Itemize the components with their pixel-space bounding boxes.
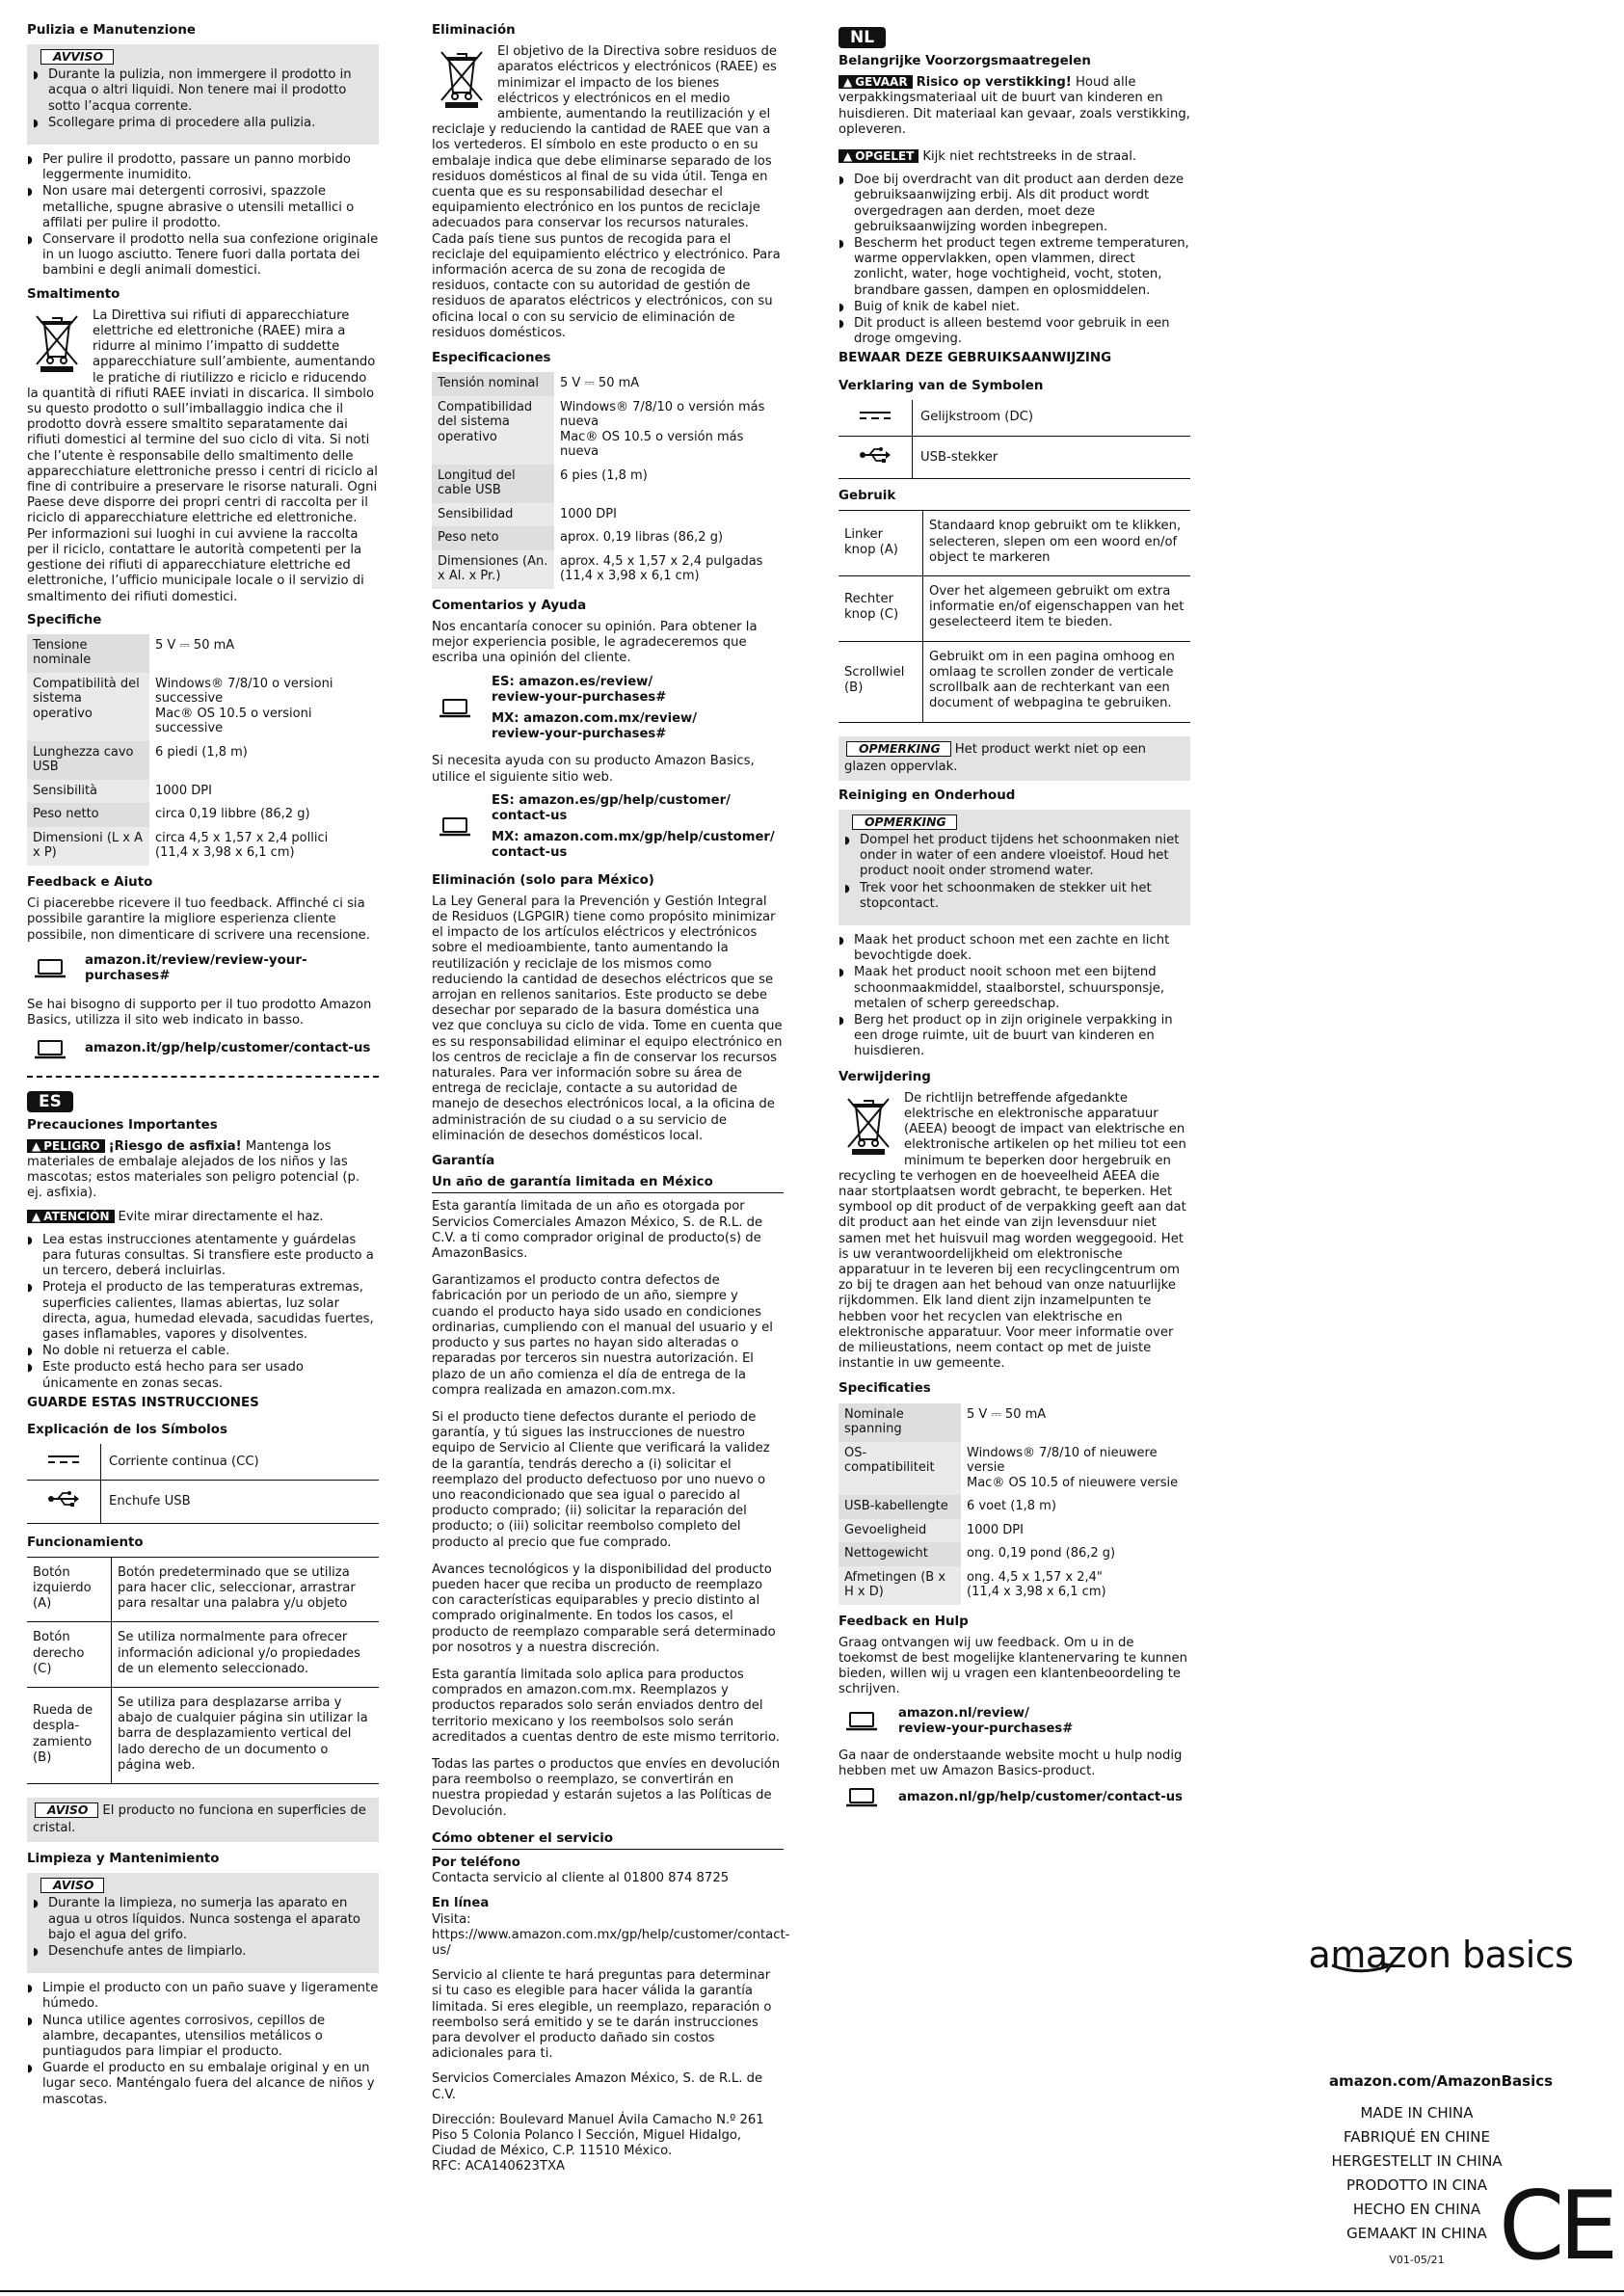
- spec-key: Dimensioni (L x A x P): [27, 827, 149, 866]
- table-row: [27, 827, 379, 866]
- paragraph: Si necesita ayuda con su producto Amazon Basics, utilice el siguiente sitio web.: [432, 754, 755, 785]
- nl-precautions-heading: Belangrijke Voorzorgsmaatregelen: [839, 54, 1091, 68]
- help-link[interactable]: [844, 1787, 1190, 1808]
- smile-arrow-icon: [1330, 1962, 1398, 1976]
- nl-disposal-heading: Verwijdering: [839, 1069, 931, 1084]
- spec-key: Lunghezza cavo USB: [27, 741, 149, 780]
- es-disposal-heading: Eliminación: [432, 23, 516, 38]
- spec-value: 1000 DPI: [155, 783, 212, 798]
- notice-label: OPMERKING: [846, 741, 951, 757]
- nl-specs-heading: Specificaties: [839, 1381, 931, 1397]
- table-row: [27, 1481, 379, 1523]
- function-value: Se utiliza para desplazarse arriba y abajo de cualquier página sin utilizar la barra de desplazamiento vertical del lado derecho de un documento o página web.: [112, 1688, 380, 1784]
- brand-url[interactable]: amazon.com/AmazonBasics: [1328, 2072, 1554, 2090]
- symbols-table: [839, 400, 1190, 479]
- nl-cleaning-heading: Reiniging en Onderhoud: [839, 788, 1016, 803]
- function-value: Botón predeterminado que se utiliza para hacer clic, seleccionar, arrastrar para resaltar una palabra y/u objeto: [112, 1557, 380, 1622]
- made-in-line: FABRIQUÉ EN CHINE: [1343, 2128, 1491, 2146]
- spec-value: circa 4,5 x 1,57 x 2,4 pollici (11,4 x 3,98 x 6,1 cm): [155, 830, 329, 861]
- column-2: [432, 19, 790, 2183]
- brand-logo: [1282, 1934, 1600, 1976]
- paragraph: Esta garantía limitada de un año es otorgada por Servicios Comerciales Amazon México, S. de R.L. de C.V. a ti como comprador original de producto(s) de AmazonBasics.: [432, 1199, 763, 1262]
- company-address: Dirección: Boulevard Manuel Ávila Camacho N.º 261 Piso 5 Colonia Polanco I Sección, Miguel Hidalgo, Ciudad de México, C.P. 11510 México. RFC: ACA140623TXA: [432, 2112, 764, 2175]
- phone-label: Por teléfono: [432, 1855, 520, 1870]
- warranty-subheading: Un año de garantía limitada en México: [432, 1175, 784, 1193]
- list-item: ◗ Per pulire il prodotto, passare un panno morbido leggermente inumidito.: [27, 152, 379, 183]
- spec-value: 1000 DPI: [967, 1522, 1024, 1537]
- es-specs-heading: Especificaciones: [432, 351, 551, 366]
- paragraph: Nos encantaría conocer su opinión. Para obtener la mejor experiencia posible, le agradeceremos que escriba una opinión del cliente.: [432, 619, 758, 666]
- paragraph: Se hai bisogno di supporto per il tuo prodotto Amazon Basics, utilizza il sito web indicato in basso.: [27, 998, 372, 1028]
- spec-value: ong. 4,5 x 1,57 x 2,4" (11,4 x 3,98 x 6,1 cm): [967, 1569, 1106, 1600]
- symbol-desc: Gelijkstroom (DC): [913, 400, 1191, 437]
- function-value: Over het algemeen gebruikt om extra informatie en/of eigenschappen van het geselecteerd item te bieden.: [923, 576, 1191, 642]
- dc-symbol-icon: [839, 400, 913, 437]
- es-cleaning-notice: [27, 1873, 379, 1973]
- it-cleaning-heading: Pulizia e Manutenzione: [27, 23, 196, 38]
- function-key: Linker knop (A): [839, 511, 923, 576]
- function-table: [839, 510, 1190, 722]
- list-item: ◗ Lea estas instrucciones atentamente y guárdelas para futuras consultas. Si transfiere este producto a un tercero, deberá incluirlas.: [27, 1233, 379, 1280]
- spec-value: aprox. 4,5 x 1,57 x 2,4 pulgadas (11,4 x 3,98 x 6,1 cm): [560, 553, 763, 584]
- weee-bin-icon: [434, 46, 490, 110]
- list-item: ◗ Non usare mai detergenti corrosivi, spazzole metalliche, spugne abrasive o utensili metallici o affilati per pulire il prodotto.: [27, 184, 379, 231]
- warranty-body: [432, 1199, 784, 1819]
- bottom-rule: [0, 2290, 1624, 2292]
- laptop-icon: [844, 1711, 879, 1732]
- notice-text: El producto no funciona en superficies de cristal.: [33, 1803, 366, 1836]
- spec-key: Peso neto: [432, 526, 554, 550]
- table-row: [839, 437, 1190, 479]
- spec-key: Afmetingen (B x H x D): [839, 1566, 961, 1605]
- table-row: [432, 396, 784, 465]
- notice-item: ◗ Durante la pulizia, non immergere il prodotto in acqua o altri liquidi. Non tenere mai il prodotto sotto l’acqua corrente.: [33, 67, 373, 115]
- caution-warning: [839, 149, 1190, 165]
- it-specs-heading: Specifiche: [27, 612, 102, 627]
- table-row: [27, 1444, 379, 1481]
- paragraph: Si el producto tiene defectos durante el periodo de garantía, y tú sigues las instrucciones de nuestro equipo de Servicio al Cliente que verificará la validez de la garantía, tendrás derecho a (i) solicitar el reemplazo del producto defectuoso por uno nuevo o uno reacondicionado que sea igual o parecido al producto comprado; (ii) solicitar la reparación del producto; o (iii) solicitar reembolso completo del producto al precio que fue comprado.: [432, 1409, 770, 1550]
- spec-key: Longitud del cable USB: [432, 465, 554, 503]
- usb-symbol-icon: [27, 1481, 101, 1523]
- notice-label: AVISO: [35, 1802, 98, 1818]
- nl-feedback-heading: Feedback en Hulp: [839, 1614, 969, 1629]
- keep-instructions: GUARDE ESTAS INSTRUCCIONES: [27, 1395, 259, 1410]
- spec-key: Compatibilità del sistema operativo: [27, 673, 149, 741]
- table-row: [839, 641, 1190, 722]
- laptop-icon: [438, 816, 472, 838]
- nl-symbols-heading: Verklaring van de Symbolen: [839, 378, 1044, 393]
- spec-value: ong. 0,19 pond (86,2 g): [967, 1546, 1116, 1562]
- warning-triangle-icon: ▲: [32, 1209, 41, 1223]
- danger-title: Risico op verstikking!: [916, 75, 1072, 91]
- table-row: [432, 372, 784, 396]
- spec-value: 5 V ⎓ 50 mA: [967, 1406, 1047, 1422]
- phone-text: Contacta servicio al cliente al 01800 874 8725: [432, 1871, 730, 1886]
- table-row: [27, 634, 379, 673]
- spec-key: Nominale spanning: [839, 1403, 961, 1442]
- es-function-notice: [27, 1798, 379, 1842]
- danger-label: [839, 75, 913, 89]
- spec-key: Sensibilità: [27, 780, 149, 804]
- caution-label: [839, 149, 918, 163]
- notice-item: ◗ Dompel het product tijdens het schoonmaken niet onder in water of een andere vloeistof. Houd het product nooit onder stromend water.: [844, 833, 1185, 880]
- language-badge-nl: NL: [839, 27, 886, 48]
- section-divider: [27, 1076, 379, 1078]
- spec-key: Nettogewicht: [839, 1542, 961, 1566]
- spec-value: 5 V ⎓ 50 mA: [155, 637, 235, 653]
- danger-warning: [27, 1139, 379, 1202]
- nl-function-notice: [839, 736, 1190, 781]
- service-heading: Cómo obtener el servicio: [432, 1831, 784, 1850]
- spec-key: Tensione nominale: [27, 634, 149, 673]
- made-in-line: GEMAAKT IN CHINA: [1346, 2225, 1487, 2242]
- table-row: [27, 1688, 379, 1784]
- spec-key: Compatibilidad del sistema operativo: [432, 396, 554, 465]
- notice-item: ◗ Scollegare prima di procedere alla pulizia.: [33, 116, 373, 131]
- list-item: ◗ Bescherm het product tegen extreme temperaturen, warme oppervlakken, open vlammen, direct zonlicht, water, hoge vochtigheid, vocht, stoten, brandbare gassen, dampen en oplosmiddelen.: [839, 236, 1190, 299]
- function-key: Rueda de despla-zamiento (B): [27, 1688, 112, 1784]
- spec-value: 5 V ⎓ 50 mA: [560, 376, 640, 391]
- review-links[interactable]: [438, 675, 784, 743]
- ce-mark: CE: [1499, 2172, 1613, 2282]
- list-item: ◗ Proteja el producto de las temperaturas extremas, superficies calientes, llamas abiertas, luz solar directa, agua, humedad elevada, sacudidas fuertes, gases inflamables, vapores y disolventes.: [27, 1280, 379, 1343]
- made-in-line: HECHO EN CHINA: [1352, 2201, 1481, 2218]
- spec-key: Peso netto: [27, 803, 149, 827]
- list-item: ◗ Doe bij overdracht van dit product aan derden deze gebruiksaanwijzing erbij. Als dit product wordt overgedragen aan derden, moet deze gebruiksaanwijzing worden inbegrepen.: [839, 173, 1190, 235]
- online-text: Visita: https://www.amazon.com.mx/gp/help/customer/contact-us/: [432, 1911, 790, 1958]
- paragraph: Esta garantía limitada solo aplica para productos comprados en amazon.com.mx. Reemplazos y productos reparados solo serán enviados dentro del territorio mexicano y los reembolsos solo serán acreditados a cuentas dentro de este mismo territorio.: [432, 1667, 780, 1745]
- list-item: ◗ Buig of knik de kabel niet.: [839, 300, 1190, 315]
- spec-value: Windows® 7/8/10 of nieuwere versie Mac® OS 10.5 of nieuwere versie: [967, 1445, 1179, 1490]
- symbol-desc: USB-stekker: [913, 437, 1191, 479]
- link-text[interactable]: amazon.it/gp/help/customer/contact-us: [85, 1041, 371, 1056]
- spec-key: Gevoeligheid: [839, 1519, 961, 1543]
- label-text: GEVAAR: [855, 75, 908, 90]
- it-disposal-heading: Smaltimento: [27, 286, 120, 302]
- spec-value: 1000 DPI: [560, 506, 617, 521]
- danger-text: Houd alle verpakkingsmateriaal uit de buurt van kinderen en huisdieren. Dit materiaal kan gevaar, zoals verstikking, opleveren.: [839, 75, 1190, 137]
- list-item: ◗ Conservare il prodotto nella sua confezione originale in un luogo asciutto. Tenere fuori dalla portata dei bambini e degli animali domestici.: [27, 232, 379, 280]
- logo-text: amazon basics: [1308, 1934, 1574, 1976]
- laptop-icon: [33, 1039, 67, 1060]
- function-value: Standaard knop gebruikt om te klikken, selecteren, slepen om een woord en/of object te markeren: [923, 511, 1191, 576]
- made-in-line: PRODOTTO IN CINA: [1345, 2176, 1488, 2194]
- column-1: [27, 19, 379, 2116]
- review-link[interactable]: [33, 953, 379, 984]
- es-specs-table: [432, 372, 784, 589]
- paragraph: De richtlijn betreffende afgedankte elektrische en elektronische apparatuur (AEEA) beoogt de impact van elektrische en elektronische artikelen op het milieu tot een minimum te beperken door hergebruik en recycling te verhogen en de hoeveelheid AEEA die naar stortplaatsen wordt gebracht, te beperken. Het symbool op dit product of de verpakking geeft aan dat dit product aan het einde van zijn levensduur niet samen met het huisvuil mag worden weggegooid. Het is uw verantwoordelijkheid om elektronische apparatuur in te leveren bij een recyclingcentrum om zo bij te dragen aan het behoud van onze natuurlijke rijkdommen. Elk land dient zijn inzamelpunten te hebben voor het recyclen van elektrische en elektronische apparatuur. Voor meer informatie over de milieustations, neem contact op met de juiste instantie in uw gemeente.: [839, 1090, 1186, 1372]
- list-item: ◗ No doble ni retuerza el cable.: [27, 1344, 379, 1359]
- nl-specs-table: [839, 1403, 1190, 1605]
- table-row: [839, 1495, 1190, 1519]
- danger-title: ¡Riesgo de asfixia!: [108, 1138, 242, 1154]
- function-key: Rechter knop (C): [839, 576, 923, 642]
- table-row: [432, 526, 784, 550]
- table-row: [839, 400, 1190, 437]
- spec-value: 6 pies (1,8 m): [560, 467, 648, 483]
- spec-key: Dimensiones (An. x Al. x Pr.): [432, 550, 554, 589]
- link-text[interactable]: ES: amazon.es/gp/help/customer/ contact-us: [492, 792, 731, 823]
- nl-cleaning-notice: [839, 810, 1190, 925]
- table-row: [27, 780, 379, 804]
- paragraph: Servicio al cliente te hará preguntas para determinar si tu caso es elegible para hacer válida la garantía limitada. Si eres elegible, un reemplazo, reparación o reembolso será emitido y se te darán instrucciones para devolver el producto dañado sin costos adicionales para ti.: [432, 1968, 772, 2062]
- spec-value: Windows® 7/8/10 o versión más nueva Mac® OS 10.5 o versión más nueva: [560, 399, 765, 460]
- list-item: ◗ Maak het product schoon met een zachte en licht bevochtigde doek.: [839, 933, 1190, 964]
- back-cover: [1282, 1934, 1600, 1976]
- caution-warning: [27, 1210, 379, 1225]
- usb-symbol-icon: [839, 437, 913, 479]
- weee-bin-icon: [840, 1093, 896, 1157]
- nl-function-heading: Gebruik: [839, 489, 896, 504]
- spec-value: 6 piedi (1,8 m): [155, 744, 248, 760]
- column-3: [839, 19, 1190, 1820]
- version-code: V01-05/21: [1389, 2254, 1445, 2266]
- made-in-line: HERGESTELLT IN CHINA: [1331, 2152, 1503, 2170]
- es-function-heading: Funcionamiento: [27, 1535, 144, 1550]
- warranty-heading: Garantía: [432, 1154, 495, 1169]
- phone-block: [432, 1855, 784, 1886]
- link-text[interactable]: amazon.nl/gp/help/customer/contact-us: [898, 1790, 1183, 1805]
- list-item: ◗ Nunca utilice agentes corrosivos, cepillos de alambre, decapantes, utensilios metálicos o puntiagudos para limpiar el producto.: [27, 2014, 379, 2061]
- table-row: [27, 803, 379, 827]
- table-row: [839, 511, 1190, 576]
- online-block: [432, 1896, 790, 1959]
- function-value: Gebruikt om in een pagina omhoog en omlaag te scrollen zonder de verticale scrollbalk aan de rechterkant van een document of webpagina te gebruiken.: [923, 641, 1191, 722]
- it-disposal-text: [27, 308, 379, 605]
- warning-triangle-icon: ▲: [843, 75, 853, 90]
- list-item: ◗ Este producto está hecho para ser usado únicamente en zonas secas.: [27, 1360, 379, 1391]
- nl-disposal-text: [839, 1091, 1190, 1373]
- company-name: Servicios Comerciales Amazon México, S. de R.L. de C.V.: [432, 2071, 763, 2102]
- paragraph: La Ley General para la Prevención y Gestión Integral de Residuos (LGPGIR) tiene como propósito minimizar el impacto de los artículos eléctricos y electrónicos sobre el medioambiente, tanto aumentando la reutilización y reciclaje de los mismos como reduciendo la cantidad de desechos eléctricos que se arrojan en rellenos sanitarios. Este producto se debe desechar por separado de la basura doméstica una vez que concluya su ciclo de vida. Tome en cuenta que es su responsabilidad eliminar el equipo electrónico en los centros de reciclaje a fin de conservar los recursos naturales. Para ver información sobre su área de entrega de reciclaje, contacte a su autoridad de manejo de desechos electrónicos local, a la oficina de administración de su ciudad o a su servicio de eliminación de desechos domésticos local.: [432, 894, 783, 1143]
- label-text: OPGELET: [855, 149, 915, 164]
- it-specs-table: [27, 634, 379, 866]
- help-link[interactable]: [33, 1039, 379, 1060]
- it-cleaning-notice: [27, 44, 379, 145]
- list-item: ◗ Limpie el producto con un paño suave y ligeramente húmedo.: [27, 1981, 379, 2012]
- table-row: [432, 465, 784, 503]
- caution-text: Evite mirar directamente el haz.: [118, 1209, 324, 1224]
- function-key: Scrollwiel (B): [839, 641, 923, 722]
- laptop-icon: [438, 698, 472, 719]
- table-row: [27, 1622, 379, 1688]
- paragraph: Ci piacerebbe ricevere il tuo feedback. Affinché ci sia possibile garantire la migliore esperienza cliente possibile, non dimenticare di scrivere una recensione.: [27, 896, 370, 943]
- link-text[interactable]: amazon.nl/review/ review-your-purchases#: [898, 1705, 1074, 1736]
- link-text[interactable]: amazon.it/review/review-your-purchases#: [85, 952, 307, 983]
- review-link[interactable]: [844, 1706, 1190, 1737]
- function-key: Botón derecho (C): [27, 1622, 112, 1688]
- symbols-table: [27, 1444, 379, 1523]
- function-table: [27, 1557, 379, 1784]
- made-in-line: MADE IN CHINA: [1360, 2104, 1474, 2122]
- notice-label: OPMERKING: [852, 814, 957, 830]
- online-label: En línea: [432, 1896, 490, 1911]
- notice-label: AVVISO: [40, 49, 114, 65]
- link-text[interactable]: MX: amazon.com.mx/gp/help/customer/ contact-us: [492, 830, 775, 861]
- paragraph: Avances tecnológicos y la disponibilidad del producto pueden hacer que reciba un producto de reemplazo con características equiparables y precio distinto al comprado originalmente. En todos los casos, el producto de reemplazo comparable será determinado por nosotros y a nuestra discreción.: [432, 1562, 776, 1655]
- paragraph: Garantizamos el producto contra defectos de fabricación por un periodo de un año, siempre y cuando el producto haya sido usado en condiciones ordinarias, cumpliendo con el manual del usuario y el producto y sus partes no hayan sido alteradas o reparadas por terceros sin nuestra autorización. El plazo de un año comienza el día de entrega de la compra realizada en amazon.com.mx.: [432, 1273, 773, 1398]
- spec-key: OS-compatibiliteit: [839, 1442, 961, 1496]
- es-disposal-text: [432, 44, 784, 341]
- help-links[interactable]: [438, 793, 784, 862]
- spec-key: USB-kabellengte: [839, 1495, 961, 1519]
- it-feedback-heading: Feedback e Aiuto: [27, 874, 153, 890]
- paragraph: Todas las partes o productos que envíes en devolución para reembolso o reemplazo, se convertirán en nuestra propiedad y estarán sujetos a las Políticas de Devolución.: [432, 1756, 781, 1819]
- dc-symbol-icon: [27, 1444, 101, 1481]
- link-text[interactable]: MX: amazon.com.mx/review/ review-your-purchases#: [492, 710, 698, 742]
- symbol-desc: Corriente continua (CC): [101, 1444, 380, 1481]
- notice-item: ◗ Desenchufe antes de limpiarlo.: [33, 1944, 373, 1960]
- danger-label: [27, 1139, 105, 1153]
- function-key: Botón izquierdo (A): [27, 1557, 112, 1622]
- danger-warning: [839, 75, 1190, 138]
- table-row: [27, 673, 379, 741]
- link-text[interactable]: ES: amazon.es/review/ review-your-purchases#: [492, 674, 667, 705]
- list-item: ◗ Berg het product op in zijn originele verpakking in een droge ruimte, uit de buurt van kinderen en huisdieren.: [839, 1013, 1190, 1060]
- table-row: [27, 1557, 379, 1622]
- table-row: [432, 503, 784, 527]
- spec-value: aprox. 0,19 libras (86,2 g): [560, 530, 724, 546]
- made-in-list: [1311, 2101, 1523, 2246]
- caution-text: Kijk niet rechtstreeks in de straal.: [922, 149, 1137, 165]
- table-row: [839, 576, 1190, 642]
- function-value: Se utiliza normalmente para ofrecer información adicional y/o propiedades de un elemento seleccionado.: [112, 1622, 380, 1688]
- es-feedback-heading: Comentarios y Ayuda: [432, 598, 587, 613]
- list-item: ◗ Maak het product nooit schoon met een bijtend schoonmaakmiddel, staalborstel, schuursponsje, metalen of scherp gereedschap.: [839, 965, 1190, 1012]
- notice-label: AVISO: [40, 1878, 104, 1893]
- table-row: [839, 1542, 1190, 1566]
- label-text: PELIGRO: [43, 1138, 100, 1153]
- mx-disposal-heading: Eliminación (solo para México): [432, 872, 654, 888]
- notice-item: ◗ Trek voor het schoonmaken de stekker uit het stopcontact.: [844, 881, 1185, 912]
- spec-key: Tensión nominal: [432, 372, 554, 396]
- spec-key: Sensibilidad: [432, 503, 554, 527]
- language-badge-es: ES: [27, 1091, 73, 1112]
- caution-label: [27, 1210, 115, 1223]
- laptop-icon: [844, 1787, 879, 1808]
- paragraph: Graag ontvangen wij uw feedback. Om u in de toekomst de best mogelijke klantenervaring te kunnen bieden, willen wij u vragen een klantenbeoordeling te schrijven.: [839, 1635, 1187, 1697]
- warning-triangle-icon: ▲: [843, 149, 853, 164]
- list-item: ◗ Dit product is alleen bestemd voor gebruik in een droge omgeving.: [839, 316, 1190, 347]
- es-cleaning-heading: Limpieza y Mantenimiento: [27, 1852, 220, 1867]
- spec-value: Windows® 7/8/10 o versioni successive Mac® OS 10.5 o versioni successive: [155, 676, 333, 736]
- table-row: [432, 550, 784, 589]
- weee-bin-icon: [29, 310, 85, 374]
- notice-item: ◗ Durante la limpieza, no sumerja las aparato en agua u otros líquidos. Nunca sostenga el aparato bajo el agua del grifo.: [33, 1896, 373, 1943]
- keep-instructions: BEWAAR DEZE GEBRUIKSAANWIJZING: [839, 351, 1112, 366]
- es-symbols-heading: Explicación de los Símbolos: [27, 1422, 227, 1437]
- table-row: [839, 1403, 1190, 1442]
- paragraph: El objetivo de la Directiva sobre residuos de aparatos eléctricos y electrónicos (RAEE) es minimizar el impacto de los bienes eléctricos y electrónicos en el medio ambiente, aumentando la reutilización y el reciclaje y reduciendo la cantidad de RAEE que van a los vertederos. El símbolo en este producto o en su embalaje indica que debe eliminarse separado de los residuos domésticos al final de su vida útil. Tenga en cuenta que es su responsabilidad desechar el equipamiento electrónico en los puntos de reciclaje adecuados para conservar los recursos naturales. Cada país tiene sus puntos de recogida para el reciclaje del equipamiento eléctrico y electrónico. Para información acerca de su zona de recogida de residuos, contacte con su autoridad de gestión de residuos de aparatos eléctricos y electrónicos, con su oficina local o con su servicio de eliminación de residuos domésticos.: [432, 44, 781, 340]
- spec-value: 6 voet (1,8 m): [967, 1499, 1056, 1514]
- notice-text: Het product werkt niet op een glazen oppervlak.: [844, 741, 1147, 774]
- paragraph: La Direttiva sui rifiuti di apparecchiature elettriche ed elettroniche (RAEE) mira a ridurre al minimo l’impatto di suddette apparecchiature sull’ambiente, aumentando le pratiche di riutilizzo e riciclo e riducendo la quantità di rifiuti RAEE inviati in discarica. Il simbolo su questo prodotto o sull’imballaggio indica che il prodotto dovrà essere smaltito separatamente dai rifiuti domestici al termine del suo ciclo di vita. Si noti che l’utente è responsabile dello smaltimento delle apparecchiature elettroniche presso i centri di riciclo al fine di contribuire a preservare le risorse naturali. Ogni Paese deve disporre dei propri centri di raccolta per il riciclo di apparecchiature elettriche ed elettroniche. Per informazioni sui luoghi in cui avviene la raccolta per il riciclo, contattare le autorità competenti per la gestione dei rifiuti di apparecchiature elettriche ed elettroniche, l’ufficio municipale locale o il servizio di smaltimento dei rifiuti domestici.: [27, 307, 378, 604]
- danger-text: Mantenga los materiales de embalaje alejados de los niños y las mascotas; estos materiales son peligro potencial (p. ej. asfixia).: [27, 1138, 360, 1201]
- warning-triangle-icon: ▲: [32, 1138, 41, 1153]
- table-row: [839, 1519, 1190, 1543]
- table-row: [839, 1566, 1190, 1605]
- list-item: ◗ Guarde el producto en su embalaje original y en un lugar seco. Manténgalo fuera del alcance de niños y mascotas.: [27, 2061, 379, 2108]
- table-row: [839, 1442, 1190, 1496]
- laptop-icon: [33, 958, 67, 979]
- paragraph: Ga naar de onderstaande website mocht u hulp nodig hebben met uw Amazon Basics-product.: [839, 1749, 1183, 1779]
- es-precautions-heading: Precauciones Importantes: [27, 1117, 218, 1133]
- table-row: [27, 741, 379, 780]
- label-text: ATENCIÓN: [43, 1209, 110, 1223]
- symbol-desc: Enchufe USB: [101, 1481, 380, 1523]
- spec-value: circa 0,19 libbre (86,2 g): [155, 807, 310, 822]
